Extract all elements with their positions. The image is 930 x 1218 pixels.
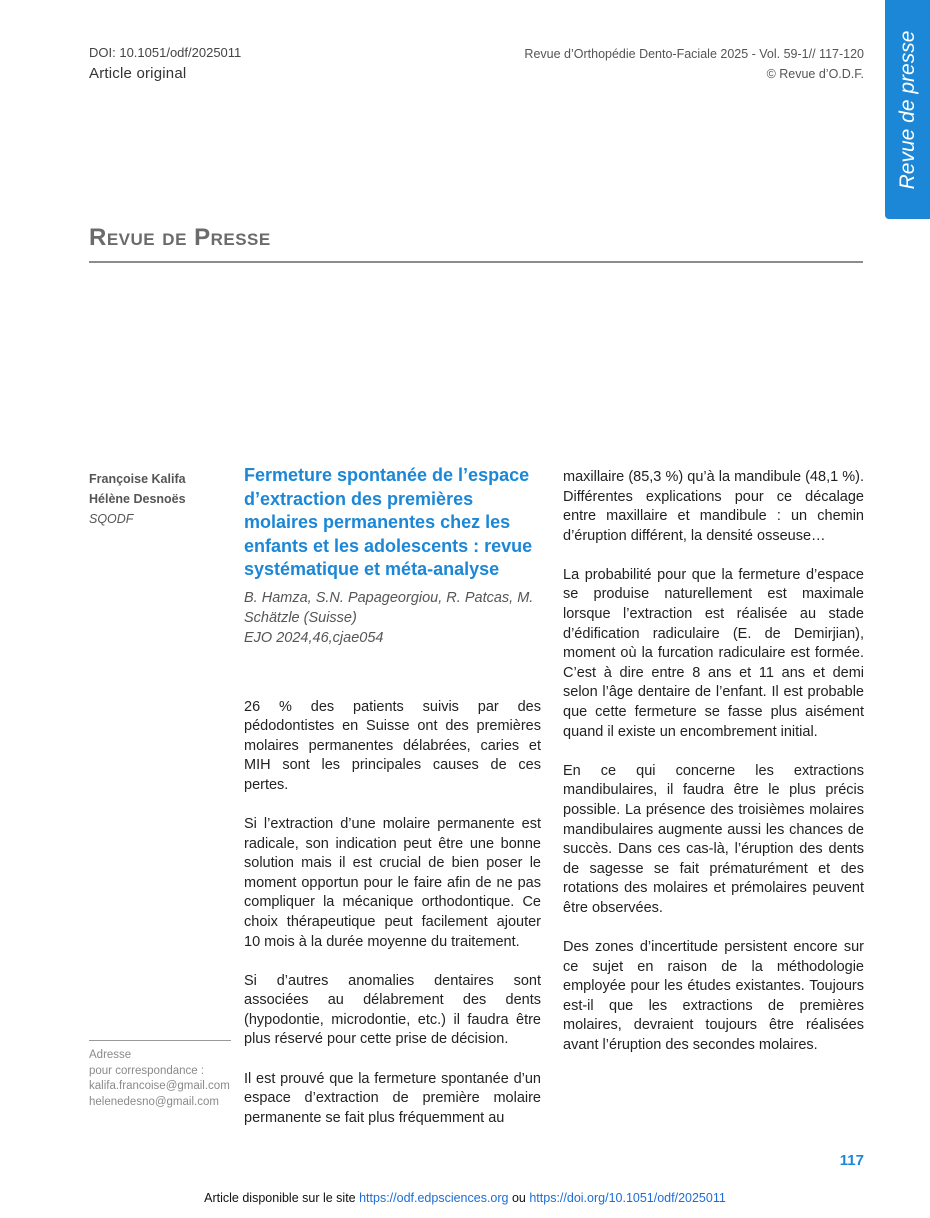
body-paragraph: La probabilité pour que la fermeture d’espace se produise naturellement est maximale lorsque l’extraction est réalisée au stade d’édification radiculaire (E. de Demirjian), moment où la furcation radiculaire est formée. C’est à dire entre 8 ans et 11 ans et demi selon l’âge dentaire de l’enfant. Il est probable que cette fermeture se fasse plus aisément quand il existe un encombrement initial. [563,566,864,740]
body-paragraph: Si l’extraction d’une molaire permanente est radicale, son indication peut être une bonne solution mais il est crucial de bien poser le moment opportun pour le faire afin de ne pas compliquer la mécanique orthodontique. Ce choix thérapeutique peut facilement ajouter 10 mois à la durée moyenne du traitement. [244,815,541,950]
author-name: Hélène Desnoës [89,492,186,506]
body-paragraph: En ce qui concerne les extractions mandibulaires, il faudra être le plus précis possible. La présence des troisièmes molaires mandibulaires augmente aussi les chances de succès. Dans ces cas-là, l’éruption des dents de sagesse se fait prématurément et des rotations des molaires et prémolaires peuvent être observées. [563,762,864,916]
author-organization: SQODF [89,512,134,526]
doi-link[interactable]: https://doi.org/10.1051/odf/2025011 [529,1191,726,1205]
body-paragraph: Il est prouvé que la fermeture spontanée d’un espace d’extraction de première molaire permanente se fait plus fréquemment au [244,1070,541,1126]
site-link[interactable]: https://odf.edpsciences.org [359,1191,509,1205]
footer-separator: ou [508,1191,530,1205]
article-title: Fermeture spontanée de l’espace d’extraction des premières molaires permanentes chez les enfants et les adolescents : revue systématique et méta-analyse [244,465,533,579]
correspondence-email[interactable]: helenedesno@gmail.com [89,1095,219,1108]
footer [0,1191,930,1205]
reference-journal: EJO 2024,46,cjae054 [244,629,384,646]
author-name: Françoise Kalifa [89,472,186,486]
copyright-label: © Revue d’O.D.F. [766,67,864,81]
body-paragraph: Des zones d’incertitude persistent encore sur ce sujet en raison de la méthodologie employée pour les études existantes. Toujours est-il que les extractions de premières molaires, devraient toujours être réalisées avant l’éruption des secondes molaires. [563,938,864,1053]
article-type-label: Article original [89,65,187,82]
body-paragraph: Si d’autres anomalies dentaires sont associées au délabrement des dents (hypodontie, microdontie, etc.) il faudra être plus réservé pour cette prise de décision. [244,972,541,1048]
journal-citation: Revue d’Orthopédie Dento-Faciale 2025 - Vol. 59-1// 117-120 [524,47,864,61]
body-paragraph: maxillaire (85,3 %) qu’à la mandibule (48,1 %). Différentes explications pour ce décalage entre maxillaire et mandibule : un chemin d’éruption différent, la densité osseuse… [563,469,864,544]
correspondence-label: Adresse [89,1049,132,1061]
doi-label: DOI: 10.1051/odf/2025011 [89,45,242,60]
text-column-right [563,468,864,1075]
correspondence-block [89,1040,231,1110]
correspondence-label: pour correspondance : [89,1064,205,1077]
reference-authors: B. Hamza, S.N. Papageorgiou, R. Patcas, M. Schätzle (Suisse) [244,589,534,626]
section-title: Revue de Presse [89,224,863,263]
footer-prefix: Article disponible sur le site [204,1191,360,1205]
author-block [89,469,229,529]
correspondence-email[interactable]: kalifa.francoise@gmail.com [89,1080,230,1092]
body-paragraph: 26 % des patients suivis par des pédodontistes en Suisse ont des premières molaires permanentes délabrées, caries et MIH sont les principales causes de ces pertes. [244,698,541,793]
side-tab-label: Revue de presse [895,30,919,189]
page-number: 117 [839,1152,864,1169]
side-section-tab [885,0,930,219]
text-column-left [244,464,541,1128]
